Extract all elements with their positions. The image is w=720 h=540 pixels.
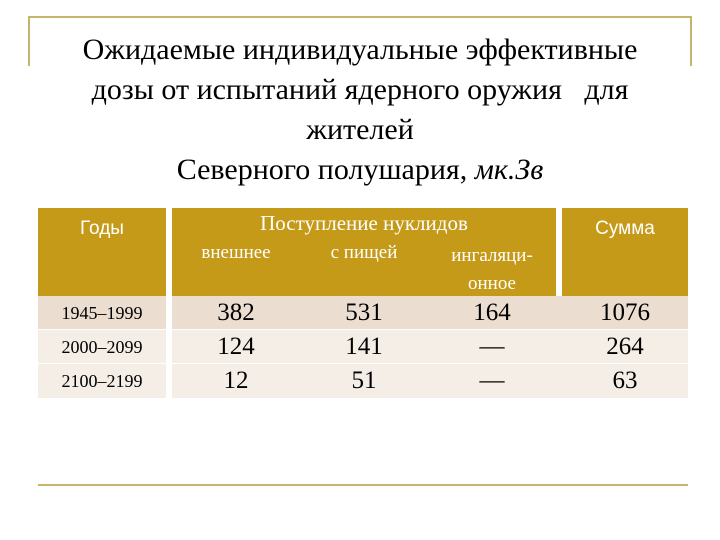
header-years-label: Годы: [80, 218, 124, 239]
header-inhalation-line-1: ингаляци-: [451, 245, 533, 266]
table-row-2-years: 2000–2099: [61, 336, 143, 357]
slide-title: [30, 30, 690, 190]
table-row-3-years: 2100–2199: [61, 370, 143, 391]
table-row-3-food: 51: [351, 367, 377, 394]
header-intake: [172, 208, 556, 238]
header-external-label: внешнее: [201, 242, 271, 263]
header-food-label: с пищей: [330, 242, 398, 263]
table-row-3-sum: 63: [612, 367, 638, 394]
header-external: [172, 238, 300, 296]
table-row-1-external: 382: [217, 299, 255, 326]
table-row-2-food: 141: [345, 333, 383, 360]
table-row-1-years: 1945–1999: [61, 302, 143, 323]
row-separator: [38, 363, 688, 364]
title-line-4-main: Северного полушария,: [176, 153, 475, 186]
bottom-rule: [38, 484, 688, 486]
header-sum-label: Сумма: [595, 218, 655, 239]
title-line-2: дозы от испытаний ядерного оружия для: [91, 73, 629, 106]
table-row-1-sum: 1076: [600, 299, 650, 326]
title-line-3: жителей: [306, 113, 414, 146]
title-line-1: Ожидаемые индивидуальные эффективные: [82, 33, 638, 66]
header-food: [300, 238, 428, 296]
table-row-1-food: 531: [345, 299, 383, 326]
header-sum: [562, 208, 688, 296]
table-row-2-sum: 264: [606, 333, 644, 360]
header-intake-label: Поступление нуклидов: [260, 210, 468, 235]
row-separator: [38, 329, 688, 330]
header-inhalation: [428, 238, 556, 296]
table-row-2-inhal: —: [479, 333, 505, 360]
header-years: [38, 208, 166, 296]
table-row-3-external: 12: [223, 367, 249, 394]
frame-right-line: [690, 16, 692, 66]
title-line-4: [30, 150, 690, 190]
table-row-1-inhal: 164: [473, 299, 511, 326]
table-row-2-external: 124: [217, 333, 255, 360]
header-inhalation-line-2: онное: [467, 273, 516, 294]
title-unit: мк.Зв: [474, 153, 544, 186]
doses-table: [38, 208, 688, 398]
table-row-3-inhal: —: [479, 367, 505, 394]
frame-top-line: [30, 16, 692, 18]
